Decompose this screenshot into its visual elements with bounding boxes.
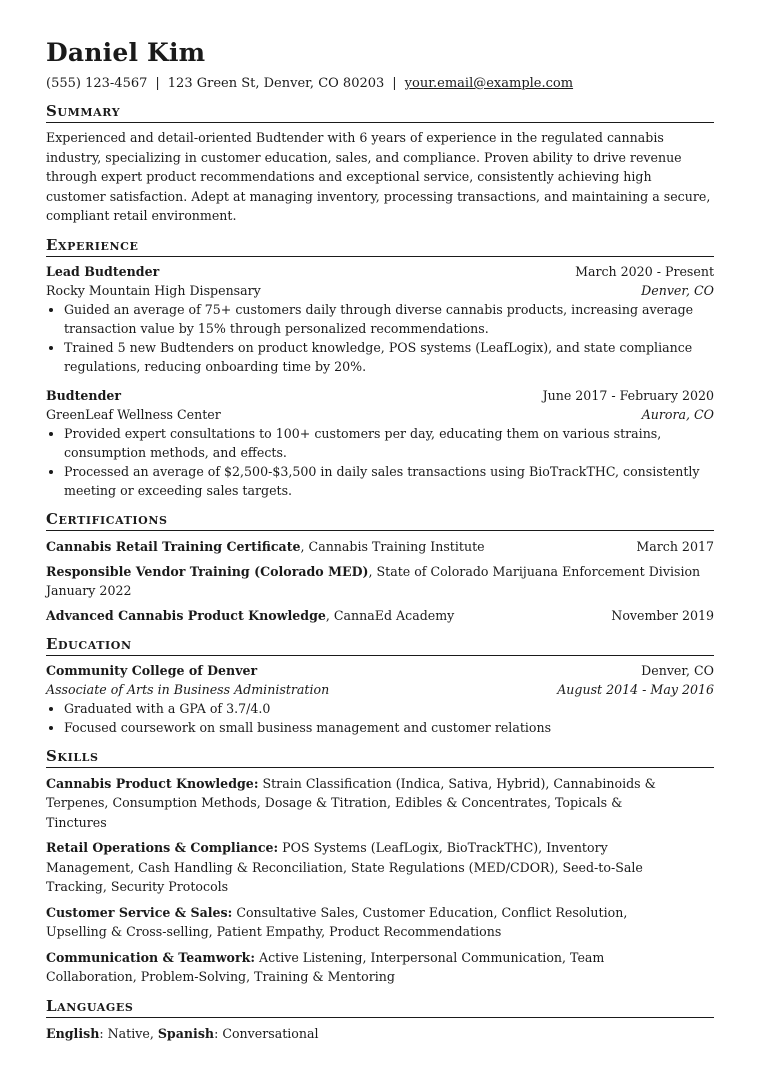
education-entry: [46, 661, 714, 737]
skill-group: [46, 903, 714, 942]
languages-line: [46, 1024, 714, 1043]
list-item: • Guided an average of 75+ customers daily through diverse cannabis products, increasing average transaction value by 15% through personalized recommendations.: [64, 300, 714, 338]
address: 123 Green St, Denver, CO 80203: [167, 76, 385, 91]
phone-number: (555) 123-4567: [46, 76, 148, 91]
education-bullets: [46, 699, 714, 737]
contact-line: [46, 76, 714, 92]
skill-label: Cannabis Product Knowledge:: [46, 775, 259, 791]
skill-text: Active Listening, Interpersonal Communication, Team Collaboration, Problem-Solving, Training & Mentoring: [46, 949, 605, 984]
job-location: Denver, CO: [641, 282, 714, 298]
section-title-education: Education: [46, 635, 714, 656]
language-name: English: [46, 1025, 100, 1041]
section-title-summary: Summary: [46, 102, 714, 123]
section-title-certifications: Certifications: [46, 510, 714, 531]
skill-label: Customer Service & Sales:: [46, 904, 233, 920]
skill-text: POS Systems (LeafLogix, BioTrackTHC), Inventory Management, Cash Handling & Reconciliation, State Regulations (MED/CDOR), Seed-to-Sale Tracking, Security Protocols: [46, 840, 643, 894]
degree: Associate of Arts in Business Administration: [46, 681, 330, 697]
certification-date: November 2019: [611, 607, 714, 623]
certification-item: [46, 537, 714, 556]
list-item: • Provided expert consultations to 100+ customers per day, educating them on various strains, consumption methods, and effects.: [64, 424, 714, 462]
skill-label: Retail Operations & Compliance:: [46, 840, 279, 855]
summary-section: [46, 102, 714, 226]
job-entry: [46, 262, 714, 376]
list-item: • Processed an average of $2,500-$3,500 in daily sales transactions using BioTrackTHC, consistently meeting or exceeding sales targets.: [64, 462, 714, 500]
job-entry: [46, 386, 714, 500]
education-section: [46, 635, 714, 737]
email-link[interactable]: your.email@example.com: [404, 76, 574, 91]
job-location: Aurora, CO: [641, 406, 714, 422]
skills-section: [46, 747, 714, 987]
skill-group: [46, 838, 714, 897]
certification-issuer: , Cannabis Training Institute: [300, 538, 485, 554]
job-company: GreenLeaf Wellness Center: [46, 406, 221, 422]
job-bullets: [46, 424, 714, 500]
school-location: Denver, CO: [641, 662, 714, 678]
candidate-name: Daniel Kim: [46, 38, 206, 67]
skill-label: Communication & Teamwork:: [46, 949, 255, 965]
skill-text: Strain Classification (Indica, Sativa, Hybrid), Cannabinoids & Terpenes, Consumption Methods, Dosage & Titration, Edibles & Concentrates, Topicals & Tinctures: [46, 775, 656, 830]
summary-text: Experienced and detail-oriented Budtender with 6 years of experience in the regulated cannabis industry, specializing in customer education, sales, and compliance. Proven ability to drive revenue through expert product recommendations and exceptional service, consistently achieving high customer satisfaction. Adept at managing inventory, processing transactions, and maintaining a secure, compliant retail environment.: [46, 130, 711, 223]
certification-issuer: , State of Colorado Marijuana Enforcement Division: [368, 563, 701, 579]
contact-separator: |: [392, 76, 397, 91]
contact-separator: |: [155, 76, 160, 91]
section-title-languages: Languages: [46, 997, 714, 1018]
list-item: • Focused coursework on small business management and customer relations: [64, 718, 714, 737]
section-title-skills: Skills: [46, 747, 714, 768]
languages-section: [46, 997, 714, 1043]
experience-section: [46, 236, 714, 500]
certification-item: [46, 606, 714, 625]
job-bullets: [46, 300, 714, 376]
list-item: • Graduated with a GPA of 3.7/4.0: [64, 699, 714, 718]
certification-name: Advanced Cannabis Product Knowledge: [46, 607, 326, 623]
certifications-section: [46, 510, 714, 625]
job-role: Budtender: [46, 387, 122, 403]
job-dates: March 2020 - Present: [575, 263, 714, 279]
skill-text: Consultative Sales, Customer Education, Conflict Resolution, Upselling & Cross-selling, Patient Empathy, Product Recommendations: [46, 904, 628, 939]
education-dates: August 2014 - May 2016: [557, 681, 714, 697]
job-dates: June 2017 - February 2020: [542, 387, 714, 403]
school-name: Community College of Denver: [46, 662, 258, 678]
job-role: Lead Budtender: [46, 263, 160, 279]
language-level: : Native,: [99, 1025, 158, 1041]
language-name: Spanish: [157, 1025, 215, 1041]
certification-date: March 2017: [636, 538, 714, 554]
certification-name: Cannabis Retail Training Certificate: [46, 538, 301, 554]
certification-issuer: , CannaEd Academy: [325, 607, 455, 623]
language-level: : Conversational: [214, 1025, 319, 1041]
list-item: • Trained 5 new Budtenders on product knowledge, POS systems (LeafLogix), and state compliance regulations, reducing onboarding time by 20%.: [64, 338, 714, 376]
skill-group: [46, 774, 714, 833]
skill-group: [46, 948, 714, 987]
job-company: Rocky Mountain High Dispensary: [46, 282, 261, 298]
certification-item: [46, 562, 714, 600]
certification-name: Responsible Vendor Training (Colorado MED): [46, 563, 369, 579]
section-title-experience: Experience: [46, 236, 714, 257]
certification-date: January 2022: [46, 582, 132, 598]
